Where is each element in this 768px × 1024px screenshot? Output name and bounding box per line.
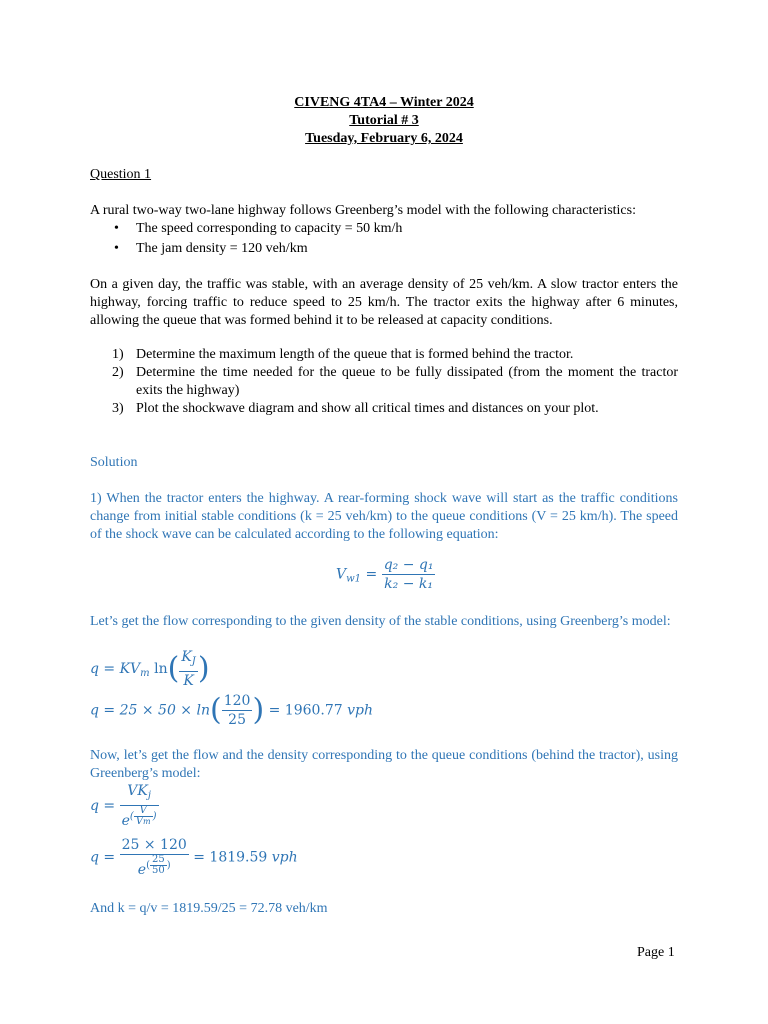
tutorial-date: Tuesday, February 6, 2024 bbox=[305, 131, 463, 146]
queue-flow-equation: q = $VK_j$ $e^{( \frac{V}{Vm} )}$ bbox=[90, 783, 157, 829]
stable-flow-calculation: q = 25 × 50 × ln( $\frac{120}{25}$ ) = 1960.77 vph bbox=[90, 692, 374, 728]
course-title: CIVENG 4TA4 – Winter 2024 bbox=[294, 95, 474, 110]
solution-paragraph-1: 1) When the tractor enters the highway. A rear-forming shock wave will start as the traffic conditions change from initial stable conditions (k = 25 veh/km) to the queue conditions (V = 25 km/h). The speed of the shock wave can be calculated according to the following equation: bbox=[90, 491, 678, 542]
bullet-icon: • bbox=[114, 241, 119, 256]
bullet-icon: • bbox=[114, 221, 119, 236]
task-text: Plot the shockwave diagram and show all critical times and distances on your plot. bbox=[136, 401, 599, 416]
solution-paragraph-2: Let’s get the flow corresponding to the given density of the stable conditions, using Greenberg’s model: bbox=[90, 614, 671, 629]
solution-title: Solution bbox=[90, 455, 138, 470]
task-text: Determine the time needed for the queue to be fully dissipated (from the moment the tractor exits the highway) bbox=[136, 365, 678, 398]
task-number: 2) bbox=[112, 365, 124, 380]
shockwave-speed-equation: $V_{w1}$ = $\frac{\text{q₂ − q₁}}{\text{k₂ − k₁}}$ bbox=[336, 557, 434, 592]
bullet-item: The speed corresponding to capacity = 50 km/h bbox=[136, 221, 403, 236]
bullet-item: The jam density = 120 veh/km bbox=[136, 241, 308, 256]
page-number: Page 1 bbox=[637, 945, 675, 960]
task-text: Determine the maximum length of the queue that is formed behind the tractor. bbox=[136, 347, 574, 362]
solution-paragraph-3: Now, let’s get the flow and the density corresponding to the queue conditions (behind the tractor), using Greenberg’s model: bbox=[90, 748, 678, 781]
question-title: Question 1 bbox=[90, 167, 152, 182]
question-scenario: On a given day, the traffic was stable, with an average density of 25 veh/km. A slow tractor enters the highway, forcing traffic to reduce speed to 25 km/h. The tractor exits the highway after 6 minutes, allowing the queue that was formed behind it to be released at capacity conditions. bbox=[90, 277, 678, 328]
question-intro: A rural two-way two-lane highway follows Greenberg’s model with the following characteristics: bbox=[90, 203, 636, 218]
task-number: 1) bbox=[112, 347, 124, 362]
tutorial-title: Tutorial # 3 bbox=[349, 113, 419, 128]
queue-flow-calculation: q = 25 × 120 $e^{( \frac{25}{50} )}$ = 1819.59 vph bbox=[90, 837, 298, 878]
task-number: 3) bbox=[112, 401, 124, 416]
queue-density-result: And k = q/v = 1819.59/25 = 72.78 veh/km bbox=[90, 901, 328, 916]
greenberg-flow-equation: $q = KV_m$ ln( $\frac{K_J}{K}$ ) bbox=[90, 649, 210, 689]
